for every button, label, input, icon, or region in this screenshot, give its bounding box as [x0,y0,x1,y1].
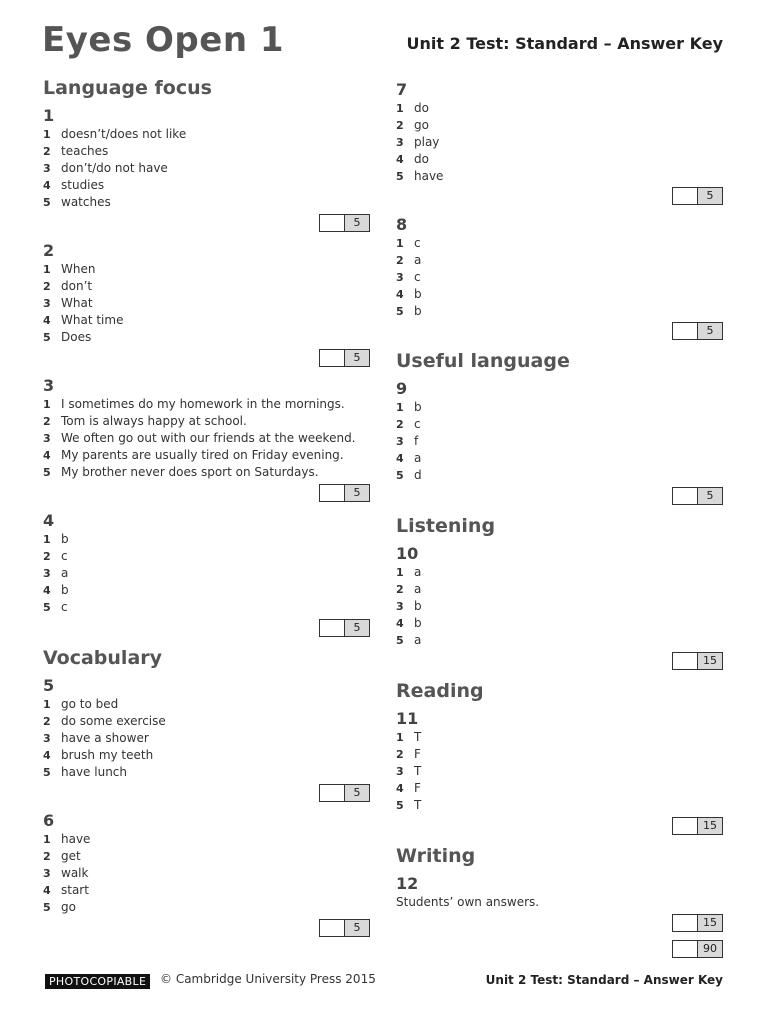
answer-item [43,696,118,713]
answer-item [43,831,90,848]
exercise-number: 4 [43,511,55,530]
score-box[interactable] [672,187,723,205]
item-answer: a [414,582,422,596]
item-answer: studies [61,178,105,192]
item-answer: a [414,633,422,647]
item-answer: do [414,101,429,115]
item-number: 2 [43,550,51,563]
item-number: 2 [396,418,404,431]
section-reading: Reading [396,680,484,702]
footer-title: Unit 2 Test: Standard – Answer Key [485,973,723,987]
score-blank[interactable] [673,818,699,834]
item-number: 3 [396,600,404,613]
item-number: 2 [43,715,51,728]
answer-item [396,117,429,134]
score-box[interactable] [319,484,370,502]
answer-item [396,746,421,763]
item-number: 5 [43,601,51,614]
score-max: 5 [697,323,722,339]
copyright-text: © Cambridge University Press 2015 [160,972,376,986]
score-box[interactable] [672,817,723,835]
item-answer: have lunch [61,765,128,779]
answer-item [43,447,344,464]
score-box[interactable] [319,214,370,232]
item-number: 3 [43,432,51,445]
item-number: 4 [43,314,51,327]
answer-item [396,797,421,814]
item-answer: c [61,600,68,614]
exercise-number: 7 [396,80,408,99]
answer-item [396,416,421,433]
item-number: 1 [43,698,51,711]
answer-item [43,730,149,747]
item-answer: F [414,747,421,761]
answer-item [396,615,422,632]
exercise-number: 5 [43,676,55,695]
item-answer: c [414,236,421,250]
answer-item [43,396,345,413]
answer-item [43,295,93,312]
item-answer: F [414,781,421,795]
answer-item [43,764,127,781]
answer-item [43,278,92,295]
item-number: 2 [43,850,51,863]
item-answer: go [61,900,76,914]
item-number: 1 [396,731,404,744]
item-answer: a [414,253,422,267]
exercise-number: 2 [43,241,55,260]
exercise-number: 6 [43,811,55,830]
item-number: 1 [43,398,51,411]
item-number: 1 [43,128,51,141]
item-answer: don’t [61,279,93,293]
score-box[interactable] [319,619,370,637]
item-number: 4 [396,617,404,630]
item-answer: play [414,135,440,149]
item-number: 4 [43,449,51,462]
writing-note: Students’ own answers. [396,895,540,909]
score-max: 15 [697,653,722,669]
item-answer: b [414,287,422,301]
answer-item [396,399,422,416]
answer-item [396,780,421,797]
item-number: 1 [43,263,51,276]
answer-item [396,303,422,320]
answer-item [396,235,421,252]
answer-item [43,160,168,177]
answer-item [43,548,68,565]
item-number: 2 [43,145,51,158]
score-blank[interactable] [673,653,699,669]
answer-item [43,312,123,329]
item-answer: What time [61,313,124,327]
item-answer: T [414,764,422,778]
item-number: 1 [396,237,404,250]
answer-item [396,581,421,598]
exercise-number: 1 [43,106,55,125]
item-number: 5 [396,799,404,812]
item-answer: When [61,262,96,276]
score-max: 5 [344,215,369,231]
answer-item [43,329,91,346]
item-number: 5 [43,331,51,344]
item-number: 5 [396,469,404,482]
item-answer: a [61,566,69,580]
score-blank[interactable] [320,785,346,801]
item-number: 4 [396,153,404,166]
photocopiable-badge: PHOTOCOPIABLE [45,974,150,989]
item-answer: start [61,883,89,897]
answer-item [396,252,421,269]
item-number: 3 [396,435,404,448]
item-number: 1 [396,102,404,115]
score-blank[interactable] [320,920,346,936]
item-number: 3 [43,297,51,310]
doc-title: Unit 2 Test: Standard – Answer Key [406,34,723,53]
score-box[interactable] [319,349,370,367]
answer-item [43,565,68,582]
item-number: 3 [396,271,404,284]
score-blank[interactable] [673,915,699,931]
item-answer: c [61,549,68,563]
item-number: 4 [43,584,51,597]
answer-item [396,763,421,780]
answer-item [43,430,356,447]
item-answer: My brother never does sport on Saturdays. [61,465,319,479]
item-number: 4 [396,782,404,795]
answer-item [43,413,247,430]
answer-item [43,899,76,916]
score-max: 5 [697,188,722,204]
item-answer: What [61,296,93,310]
answer-item [396,564,421,581]
item-number: 5 [396,634,404,647]
answer-item [43,464,319,481]
item-number: 3 [43,567,51,580]
item-answer: doesn’t/does not like [61,127,187,141]
answer-item [396,632,421,649]
exercise-number: 11 [396,709,419,728]
score-blank[interactable] [320,485,346,501]
item-answer: b [414,304,422,318]
item-number: 2 [43,415,51,428]
item-number: 5 [43,901,51,914]
score-box[interactable] [672,652,723,670]
item-answer: have [61,832,91,846]
exercise-number: 9 [396,379,408,398]
item-answer: watches [61,195,111,209]
item-number: 5 [43,466,51,479]
exercise-number: 3 [43,376,55,395]
section-listening: Listening [396,515,496,537]
answer-item [396,598,422,615]
item-number: 1 [43,533,51,546]
score-blank[interactable] [320,350,346,366]
item-number: 1 [396,566,404,579]
item-number: 4 [43,179,51,192]
score-max: 5 [344,620,369,636]
item-answer: We often go out with our friends at the weekend. [61,431,356,445]
item-answer: My parents are usually tired on Friday evening. [61,448,344,462]
item-number: 5 [396,305,404,318]
item-answer: f [414,434,419,448]
score-max: 5 [344,485,369,501]
item-number: 4 [396,288,404,301]
item-answer: brush my teeth [61,748,154,762]
item-answer: b [61,583,69,597]
section-language-focus: Language focus [43,77,212,99]
answer-item [43,194,111,211]
item-answer: T [414,730,422,744]
item-answer: d [414,468,422,482]
item-answer: go to bed [61,697,119,711]
item-answer: b [61,532,69,546]
answer-item [396,467,422,484]
score-box[interactable] [672,914,723,932]
score-blank[interactable] [320,620,346,636]
answer-item [43,713,166,730]
answer-item [396,100,429,117]
item-number: 2 [396,254,404,267]
item-answer: a [414,451,422,465]
item-number: 1 [396,401,404,414]
score-blank[interactable] [673,188,699,204]
answer-item [43,747,153,764]
item-answer: teaches [61,144,109,158]
answer-item [43,261,95,278]
score-box[interactable] [672,487,723,505]
score-max: 15 [697,915,722,931]
score-blank[interactable] [673,323,699,339]
item-answer: get [61,849,81,863]
item-number: 3 [396,765,404,778]
item-answer: don’t/do not have [61,161,168,175]
item-answer: Tom is always happy at school. [61,414,247,428]
score-max: 5 [344,785,369,801]
exercise-number: 8 [396,215,408,234]
answer-item [396,134,439,151]
item-number: 5 [43,196,51,209]
score-max: 5 [697,488,722,504]
item-number: 2 [396,748,404,761]
item-number: 4 [396,452,404,465]
score-blank[interactable] [673,488,699,504]
score-max: 15 [697,818,722,834]
answer-item [396,168,443,185]
answer-item [396,450,421,467]
score-max: 5 [344,920,369,936]
item-number: 2 [396,119,404,132]
item-answer: go [414,118,429,132]
item-answer: have a shower [61,731,149,745]
item-number: 3 [43,732,51,745]
exercise-number: 10 [396,544,419,563]
section-vocabulary: Vocabulary [43,647,163,669]
score-box[interactable] [319,784,370,802]
answer-item [43,599,68,616]
score-blank[interactable] [673,941,699,957]
answer-item [43,143,108,160]
item-answer: Does [61,330,92,344]
item-answer: c [414,270,421,284]
item-answer: do [414,152,429,166]
item-number: 3 [43,867,51,880]
total-score: 90 [697,941,722,957]
item-answer: have [414,169,444,183]
item-number: 3 [396,136,404,149]
answer-item [43,531,69,548]
item-number: 3 [43,162,51,175]
item-number: 4 [43,884,51,897]
item-number: 5 [396,170,404,183]
answer-item [396,729,421,746]
brand-title: Eyes Open 1 [42,20,285,60]
section-useful-language: Useful language [396,350,570,372]
item-number: 1 [43,833,51,846]
item-answer: c [414,417,421,431]
item-answer: b [414,599,422,613]
item-number: 5 [43,766,51,779]
answer-item [43,865,88,882]
answer-item [396,151,429,168]
section-writing: Writing [396,845,476,867]
answer-item [43,848,81,865]
exercise-number: 12 [396,874,419,893]
item-answer: walk [61,866,89,880]
score-max: 5 [344,350,369,366]
item-number: 4 [43,749,51,762]
answer-item [396,269,421,286]
score-box[interactable] [672,322,723,340]
answer-item [43,126,186,143]
answer-item [43,882,89,899]
answer-item [396,286,422,303]
item-answer: do some exercise [61,714,166,728]
answer-item [43,177,104,194]
item-answer: b [414,400,422,414]
item-answer: b [414,616,422,630]
total-score-box[interactable] [672,940,723,958]
item-answer: I sometimes do my homework in the mornings. [61,397,345,411]
score-box[interactable] [319,919,370,937]
answer-item [396,433,418,450]
item-answer: T [414,798,422,812]
item-answer: a [414,565,422,579]
item-number: 2 [396,583,404,596]
item-number: 2 [43,280,51,293]
answer-item [43,582,69,599]
score-blank[interactable] [320,215,346,231]
